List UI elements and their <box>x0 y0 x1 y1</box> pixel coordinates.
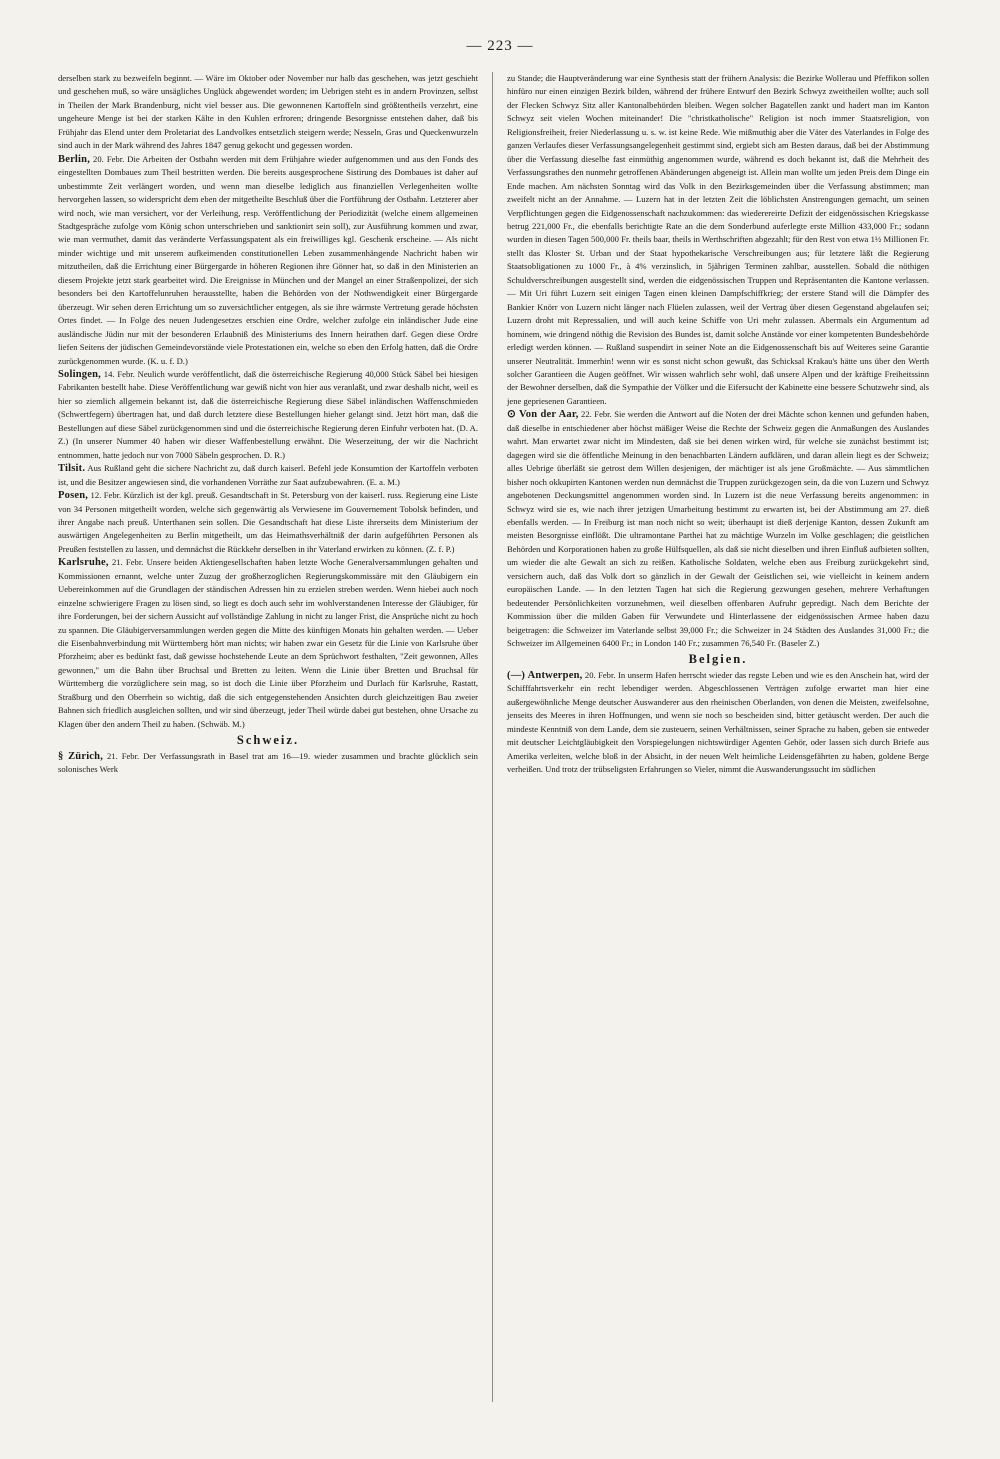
dateline-place: Berlin, <box>58 153 91 165</box>
dateline-date: 14. Febr. <box>100 368 138 379</box>
article-continuation <box>507 72 929 408</box>
article-text: Der Verfassungsrath in Basel trat am 16—19. wieder zusammen und brachte glücklich sein solonisches Werk <box>58 750 478 775</box>
article-text: In unserm Hafen herrscht wieder das regste Leben und wie es den Anschein hat, wird der Schifffahrtsverkehr ein recht lebendiger werden. Abgeschlossenen Verträgen zufolge erwartet man hier eine außergewöhnliche Menge deutscher Auswanderer aus den rheinischen Oberlanden, von denen die Meisten, zweifelsohne, jenseits des Meeres in ihren Hoffnungen, und wenn sie noch so bescheiden sind, bitter getäuscht werden. Der auch die mindeste Kenntniß von dem Lande, dem sie zusteuern, seinen Verhältnissen, seiner Sprache zu haben, geben sie entweder mit deutscher Leichtgläubigkeit den Vorspiegelungen nichtswürdiger Agenten Gehör, oder lassen sich durch Briefe aus Amerika verleiten, welche bloß in der Absicht, in der neuen Welt heimliche Leidensgefährten zu haben, goldene Berge verheißen. Und trotz der trübseligsten Erfahrungen so Vieler, nimmt die Auswanderungssucht im südlichen <box>507 669 929 775</box>
dateline-date: 20. Febr. <box>90 153 128 164</box>
article-text: derselben stark zu bezweifeln beginnt. — Wäre im Oktober oder November nur halb das geschehen, was jetzt geschieht und geschehen muß, so wäre unsägliches Unglück abgewendet worden; im Uebrigen steht es in andern Provinzen, selbst in Theilen der Mark Brandenburg, nicht viel besser aus. Die gewonnenen Kartoffeln sind größtentheils verzehrt, eine ungeheure Menge ist bei der starken Kälte in den Kuhlen erfroren; dringende Besorgnisse entstehen daher, daß bis Frühjahr das Elend unter dem Proletariat des Landvolkes entsetzlich steigern werde; Nesseln, Gras und Queckenwurzeln sind auch in der Mark während des Jahres 1847 genug gekocht und gegessen worden. <box>58 73 478 151</box>
article-solingen <box>58 368 478 462</box>
column-divider <box>492 72 493 1402</box>
article-text: Die Arbeiten der Ostbahn werden mit dem Frühjahre wieder aufgenommen und aus den Fonds des eingestellten Dombaues zum Theil bestritten werden. Die bereits ausgesprochene Sistirung des Dombaues ist daher auf unbestimmte Zeit verlängert worden, und wenn man dieselbe lediglich aus finanziellen Verlegenheiten wollte hervorgehen lassen, so widerspricht dem eben der mitgetheilte Beschluß über die Fortführung der Ostbahn. Letzterer aber wird noch, wie man versichert, vor der Verleihung, resp. Veröffentlichung der Periodizität (welche einem allgemeinen Stadtgespräche zufolge vom König schon unterschrieben und sanktionirt sein soll), zur Ausführung kommen und zwar, wie man vermuthet, damit das veränderte Verfassungspatent als ein freiwilliges kgl. Geschenk erscheine. — Als nicht minder wichtige und mit unserem aufkeimenden constitutionellen Leben zusammenhängende Nachricht haben wir mitzutheilen, daß die Errichtung einer Bürgergarde in höheren Regionen ihre Gönner hat, so daß in den Ministerien an diesem Projekte jetzt stark gearbeitet wird. Die Ereignisse in München und der Mangel an einer Straßenpolizei, der sich besonders bei den Kartoffelunruhen herausstellte, haben die Behörden von der Nothwendigkeit einer Bürgergarde überzeugt. Wir sehen deren Errichtung um so zuversichtlicher entgegen, als sie ihre wärmste Vertretung gerade höchsten Ortes findet. — In Folge des neuen Judengesetzes erschien eine Ordre, welcher zufolge ein inländischer Jude eine ausländische Jüdin nur mit der besonderen Erlaubniß des Ministeriums des Innern heirathen darf. Gegen diese Ordre liefen Seitens der jüdischen Gemeindevorstände viele Protestationen ein, welche so eben den Erfolg hatten, daß die Ordre zurückgenommen wurde. (K. u. f. D.) <box>58 153 478 366</box>
dateline-date: 21. Febr. <box>108 557 147 568</box>
article-text: Neulich wurde veröffentlicht, daß die österreichische Regierung 40,000 Stück Säbel bei hiesigen Fabrikanten bestellt habe. Diese Veröffentlichung war gewiß nicht von hier aus veranlaßt, und zwar deshalb nicht, weil es hier so ziemlich allgemein bekannt ist, daß die österreichische Regierung diese Säbel inländischen Waffenschmieden (Schwertfegern) übertragen hat, und daß durch letztere diese Bestellungen hieher gelangt sind. Jetzt hört man, daß die Bestellungen auf diese Säbel zurückgenommen sind und die österreichische Regierung deren Einfuhr verboten hat. (D. A. Z.) (In unserer Nummer 40 haben wir dieser Waffenbestellung erwähnt. Die Weserzeitung, der wir die Nachricht entnommen, hatte jedoch nur von 7000 Säbeln gesprochen. D. R.) <box>58 368 478 460</box>
dateline-place: Tilsit. <box>58 463 86 475</box>
dateline-place: Posen, <box>58 490 89 502</box>
section-heading-schweiz: Schweiz. <box>236 733 300 748</box>
dateline-place: ⊙ Von der Aar, <box>507 409 579 421</box>
dateline-date: 20. Febr. <box>582 669 618 680</box>
section-heading-belgien: Belgien. <box>688 652 748 667</box>
article-tilsit <box>58 462 478 489</box>
article-text: Aus Rußland geht die sichere Nachricht zu, daß durch kaiserl. Befehl jede Konsumtion der Kartoffeln verboten ist, und die Besitzer angewiesen sind, die vorhandenen Vorräthe zur Saat aufzubewahren. (E. a. M.) <box>58 463 478 487</box>
left-column <box>58 72 478 777</box>
article-posen <box>58 489 478 556</box>
dateline-place: (—) Antwerpen, <box>507 669 583 681</box>
dateline-place: § Zürich, <box>58 750 104 762</box>
article-von-der-aar <box>507 408 929 650</box>
dateline-date: 12. Febr. <box>88 490 124 501</box>
article-continuation <box>58 72 478 153</box>
article-text: Sie werden die Antwort auf die Noten der drei Mächte schon kennen und gefunden haben, daß dieselbe in entschiedener aber höchst mäßiger Weise die Rechte der Schweiz gegen die Anmaßungen des Auslandes wahrt. Man erwartet zwar nicht im Mindesten, daß sie bei denen wirken wird, für welche sie zunächst bestimmt ist; dagegen wird sie die öffentliche Meinung in den benachbarten Ländern aufklären, und daran allein liegt es der Schweiz; alles Uebrige überläßt sie getrost dem Willen desjenigen, der mächtiger ist als jene Großmächte. — Aus sämmtlichen bisher noch okkupirten Kantonen werden nun demnächst die Truppen zurückgezogen sein, da die von Luzern und Schwyz angebotenen Deckungsmittel angenommen worden sind. In Luzern ist die neue Verfassung bereits angenommen: in Schwyz wird sie es, wie nach ihrer jetzigen Umarbeitung bestimmt zu erwarten ist, bei der Abstimmung am 27. dieß ebenfalls werden. — In Freiburg ist man noch nicht so weit; überhaupt ist dieß derjenige Kanton, dessen Zukunft am meisten Besorgnisse einflößt. Die ultramontane Parthei hat zu mächtige Wurzeln im Volke geschlagen; die geistlichen Behörden und Korporationen haben zu große Hülfsquellen, als daß sie nicht dieselben und ihren Einfluß aufbieten sollten, um wieder die alte Gewalt an sich zu reißen. Katholische Soldaten, welche eben aus Freiburg zurückgekehrt sind, versichern auch, daß das Volk dort so gänzlich in der Gewalt der Geistlichen sei, wie vielleicht in keinem andern europäischen Lande. — In den letzten Tagen hat sich die Regierung gezwungen gesehen, mehrere Verhaftungen bedeutender Persönlichkeiten vorzunehmen, weil dieselben offenbaren Aufruhr gepredigt. Nach dem Berichte der Kommission über die milden Gaben für Verwundete und Hinterlassene der eidgenössischen Armee haben dazu beigetragen: die Schweizer im Vaterlande selbst 39,000 Fr.; die Schweizer in 24 Städten des Auslandes 31,000 Fr.; die Schweizer im Allgemeinen 6400 Fr.; in London 140 Fr.; zusammen 76,540 Fr. (Baseler Z.) <box>507 409 929 649</box>
article-karlsruhe <box>58 556 478 731</box>
article-text: Unsere beiden Aktiengesellschaften haben letzte Woche Generalversammlungen gehalten und Kommissionen ernannt, welche unter Zuzug der großherzoglichen Regierungskommissäre mit den Gläubigern ein Uebereinkommen auf die Grundlagen der ständischen Adressen hin zu erzielen streben werden. Wenn hiebei auch noch einzelne schwierigere Fragen zu lösen sind, so liegt es doch auch sehr im wohlverstandenen Interesse der Gläubiger, für ihre Forderungen, bei der sichern Aussicht auf vollständige Zahlung in nicht zu langer Frist, die Ansprüche nicht zu hoch zu spannen. Die Gläubigerversammlungen werden gegen die Mitte des künftigen Monats hin gehalten werden. — Ueber die Eisenbahnverbindung mit Württemberg hört man nichts; wir haben zwar ein Gesetz für die Linie von Karlsruhe über Pforzheim; aber es bedünkt fast, daß gewisse hochstehende Leute an dem Sprüchwort festhalten, "Zeit gewonnen, Alles gewonnen," um die Bahn über Bruchsal und Bretten zu leiten. Wenn die Linie über Bretten und Bruchsal für Württemberg die vorzüglichere sein mag, so ist doch die Linie über Pforzheim und Durlach für Karlsruhe, Rastatt, Straßburg und den Oberrhein so wichtig, daß die sich entgegenstehenden Ansichten durch gleichzeitigen Bau zweier Bahnen sich friedlich ausgleichen sollten, und wir sind überzeugt, jeder Theil würde dabei gut bestehen, ohne Ursache zu Klagen über den andern Theil zu haben. (Schwäb. M.) <box>58 557 478 729</box>
article-berlin <box>58 153 478 368</box>
dateline-place: Solingen, <box>58 368 101 380</box>
right-column <box>507 72 929 777</box>
dateline-date: 21. Febr. <box>103 750 144 761</box>
dateline-date: 22. Febr. <box>578 409 615 420</box>
article-zuerich <box>58 750 478 777</box>
article-text: Kürzlich ist der kgl. preuß. Gesandtschaft in St. Petersburg von der kaiserl. russ. Regierung eine Liste von 34 Personen mitgetheilt worden, welche sich gegenwärtig als Verwiesene im Gouvernement Tobolsk befinden, und ihrer Angabe nach preuß. Unterthanen sein sollen. Die Gesandtschaft hat diese Liste ihrerseits dem Ministerium der auswärtigen Angelegenheiten zu Berlin mitgetheilt, um das Heimathsverhältniß der darin aufgeführten Personen als Preußen feststellen zu lassen, und demnächst die Rückkehr derselben in ihr Vaterland erwirken zu können. (Z. f. P.) <box>58 490 478 554</box>
page-number: — 223 — <box>466 38 534 54</box>
article-antwerpen <box>507 669 929 777</box>
article-text: zu Stande; die Hauptveränderung war eine Synthesis statt der frühern Analysis: die Bezirke Wollerau und Pfeffikon sollen hinfüro nur einen einzigen Bezirk bilden, während der frühere Entwurf den Bezirk Schwyz zweitheilen wollte; auch soll der Flecken Schwyz Sitz aller Kantonalbehörden bleiben. Wegen solcher Bagatellen zankt und hadert man im Kanton Schwyz seit vielen Wochen miteinander! Die "christkatholische" Religion ist noch immer Staatsreligion, von Religionsfreiheit, freier Niederlassung u. s. w. ist keine Rede. Wie mißmuthig aber die Väter des Vaterlandes in Folge des ganzen Verlaufes dieser Verfassungsangelegenheit gestimmt sind, ergiebt sich am Besten daraus, daß bei der Abstimmung über die Verfassung dieselbe fast einmüthig angenommen wurde, während es doch bekannt ist, daß die Mehrheit des Verfassungsrathes den nunmehr getroffenen Abänderungen abgeneigt ist. Allein man wollte um jeden Preis dem Dinge ein Ende machen. Am nächsten Sonntag wird das Volk in den Bezirksgemeinden über die Verfassung abstimmen; man zweifelt nicht an der Annahme. — Luzern hat in der letzten Zeit die löblichsten Anstrengungen gemacht, um seinen Verpflichtungen gegen die Eidgenossenschaft nachzukommen: das wiederereirte Defizit der eidgenössischen Kriegskasse betrug 221,000 Fr., die ebenfalls berichtigte Rate an die dem Sonderbund auferlegte erste Million 433,000 Fr.; sodann wurden in diesen Tagen 500,000 Fr. theils baar, theils in Werthschriften abgezahlt; für den Rest von etwa 1½ Millionen Fr. stellt das Kloster St. Urban und der Staat hypothekarische Verschreibungen aus; für letztere läßt die Regierung Staatsobligationen zu 1000 Fr., à 4% verzinslich, in 5jährigen Terminen zahlbar, ausstellen. Sobald die nöthigen Schuldverschreibungen ausgestellt sind, werden die eidgenössischen Truppen und Repräsentanten die Kantone verlassen. — Mit Uri führt Luzern seit einigen Tagen einen kleinen Dampfschiffkrieg; der erstere Stand will die Dämpfer des Bankier Knörr von Luzern nicht länger nach Flüelen zulassen, weil der Vertrag über diesen Gegenstand abgelaufen sei; Luzern droht mit Repressalien, und will auch keine Schiffe von Uri mehr zulassen. Abermals ein Argumentum ad hominem, wie dringend nöthig die Revision des Bundes ist, damit solche Anstände vor einer kompetenten Bundesbehörde erledigt werden können. — Rußland suspendirt in seiner Note an die Eidgenossenschaft bis auf Weiteres seine Garantie unserer Neutralität. Immerhin! wenn wir es sonst nicht schon gewußt, das Schicksal Krakau's hätte uns über den Werth solcher Garantieen die Augen geöffnet. Wir wissen wahrlich sehr wohl, daß unsere Alpen und der kräftige Freiheitssinn der Bewohner derselben, daß die Sympathie der Völker und die Eifersucht der Kabinette eine bessere Schutzwehr sind, als jene gepriesenen Garantieen. <box>507 73 929 406</box>
dateline-place: Karlsruhe, <box>58 557 109 569</box>
